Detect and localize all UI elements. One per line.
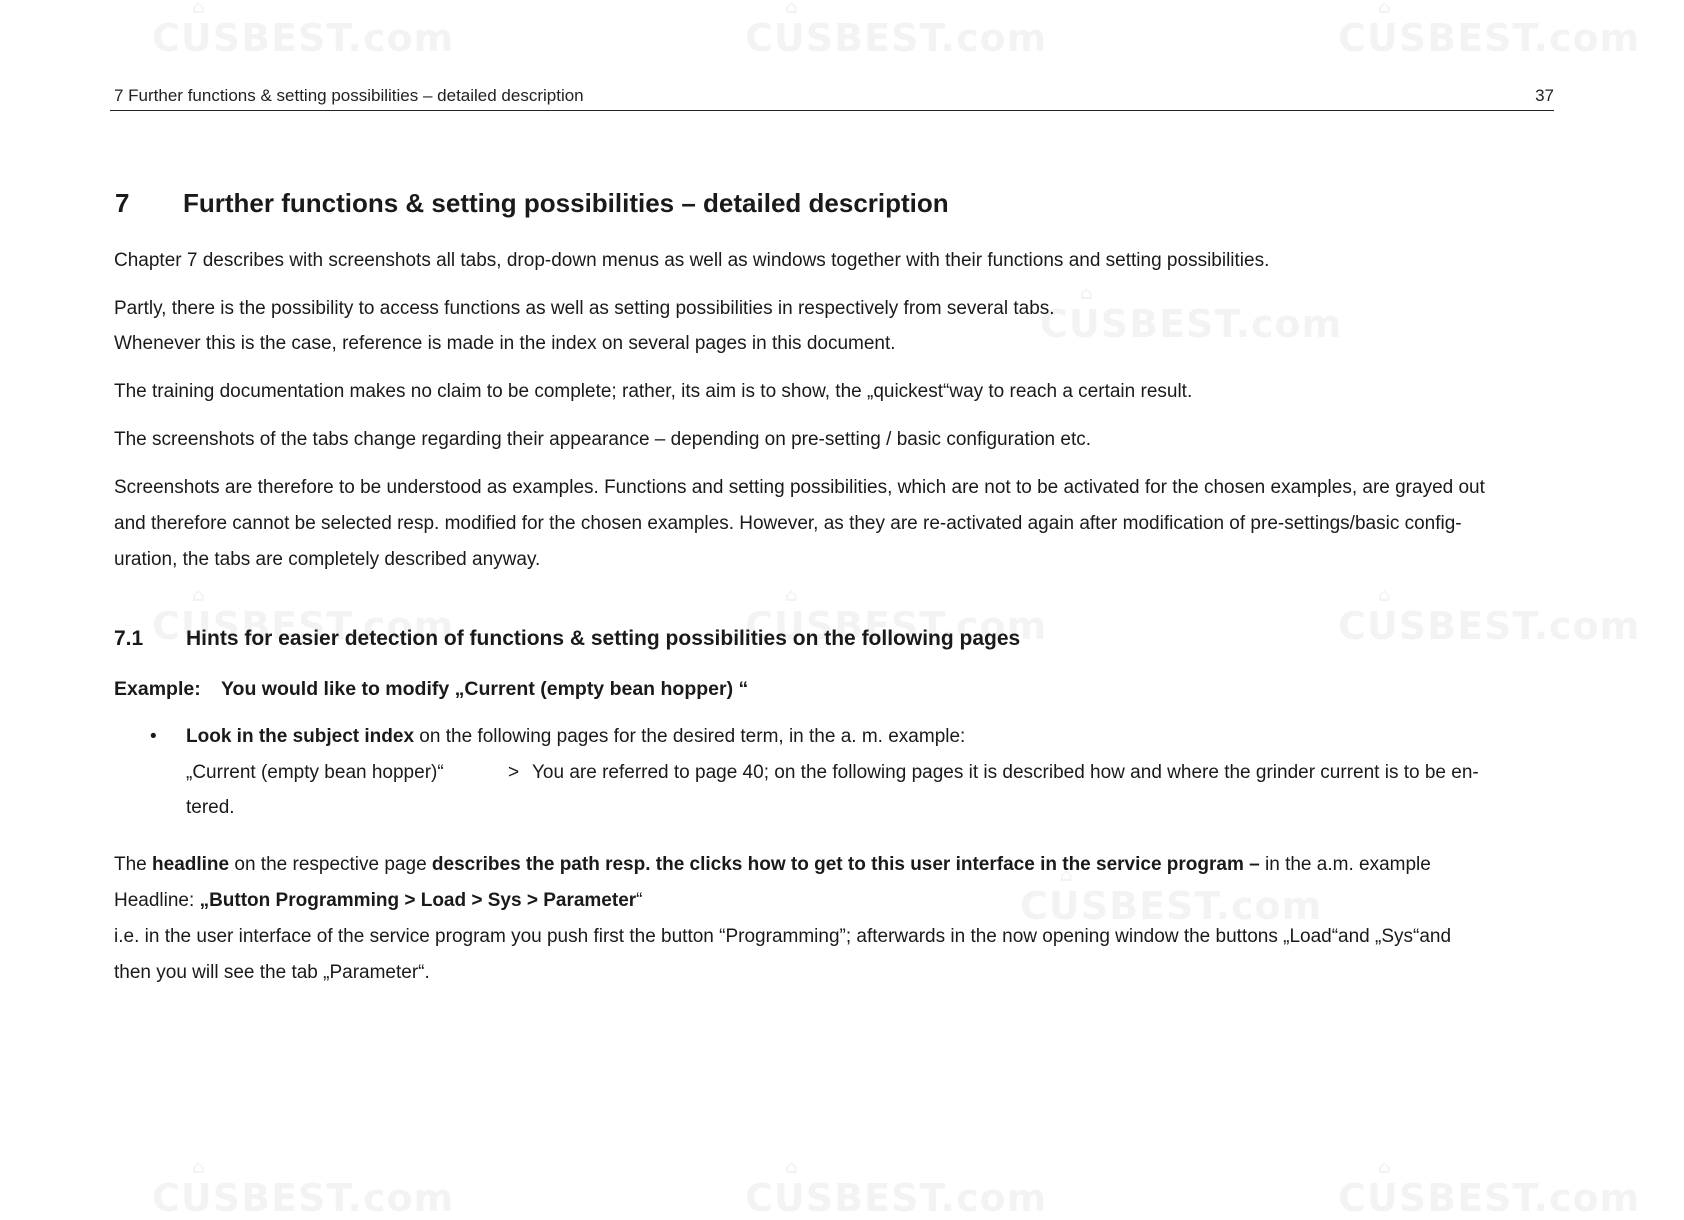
paragraph: The training documentation makes no claim to be complete; rather, its aim is to show, the „quickest“way to reach a certain result. (114, 381, 1193, 402)
paragraph: Whenever this is the case, reference is made in the index on several pages in this document. (114, 333, 896, 354)
watermark-logo (1338, 1160, 1640, 1220)
header-rule (110, 110, 1554, 111)
bullet-item (150, 719, 1556, 826)
reference-term: „Current (empty bean hopper)“ (186, 761, 444, 783)
watermark-logo (745, 0, 1047, 60)
paragraph: Screenshots are therefore to be understood as examples. Functions and setting possibilities, which are not to be activated for the chosen examples, are grayed out (114, 477, 1485, 498)
reference-text: You are referred to page 40; on the following pages it is described how and where the grinder current is to be en- (532, 761, 1479, 783)
text-run: The (114, 854, 153, 875)
headline-label: Headline: (114, 890, 200, 911)
running-header (114, 86, 1554, 106)
chapter-heading (115, 188, 949, 218)
headline-paragraph (114, 847, 1554, 883)
paragraph: The screenshots of the tabs change regarding their appearance – depending on pre-setting / basic configuration etc. (114, 429, 1092, 450)
bullet-icon: • (150, 726, 157, 747)
section-title: Hints for easier detection of functions & setting possibilities on the following pages (186, 627, 1021, 650)
section-number: 7.1 (114, 627, 144, 650)
section-heading (114, 626, 1020, 652)
paragraph: and therefore cannot be selected resp. modified for the chosen examples. However, as they are re-activated again after modification of pre-settings/basic config- (114, 513, 1462, 534)
watermark-logo (152, 0, 454, 60)
text-run: in the a.m. example (1259, 854, 1431, 875)
headline-path: „Button Programming > Load > Sys > Parameter (199, 890, 637, 911)
text-run: on the respective page (229, 854, 432, 875)
watermark-logo (152, 1160, 454, 1220)
example-line (114, 676, 748, 702)
watermark-logo (1338, 588, 1640, 648)
bold-run: describes the path resp. the clicks how to get to this user interface in the service program – (431, 854, 1260, 875)
paragraph: then you will see the tab „Parameter“. (114, 962, 430, 983)
example-text: You would like to modify „Current (empty bean hopper) “ (221, 678, 749, 700)
paragraph: uration, the tabs are completely described anyway. (114, 549, 541, 570)
closing-quote: “ (636, 890, 643, 911)
paragraph: i.e. in the user interface of the service program you push first the button “Programming”; afterwards in the now opening window the buttons „Load“and „Sys“and (114, 926, 1452, 947)
bullet-line (186, 719, 1556, 755)
reference-continuation: tered. (186, 797, 235, 818)
chapter-number: 7 (115, 188, 130, 218)
page-number: 37 (1535, 86, 1554, 105)
paragraph: Partly, there is the possibility to access functions as well as setting possibilities in respectively from several tabs. (114, 298, 1055, 319)
watermark-logo (1338, 0, 1640, 60)
chapter-title: Further functions & setting possibilities – detailed description (183, 188, 949, 218)
bullet-bold-lead: Look in the subject index (186, 726, 415, 747)
bullet-rest: on the following pages for the desired term, in the a. m. example: (414, 726, 966, 747)
bold-run: headline (152, 854, 230, 875)
paragraph: Chapter 7 describes with screenshots all tabs, drop-down menus as well as windows together with their functions and setting possibilities. (114, 250, 1270, 271)
example-label: Example: (114, 678, 201, 700)
headline-example (114, 883, 1554, 919)
reference-line (186, 755, 1556, 791)
arrow-symbol: > (508, 761, 520, 783)
running-title: 7 Further functions & setting possibilities – detailed description (114, 86, 584, 105)
watermark-logo (745, 1160, 1047, 1220)
